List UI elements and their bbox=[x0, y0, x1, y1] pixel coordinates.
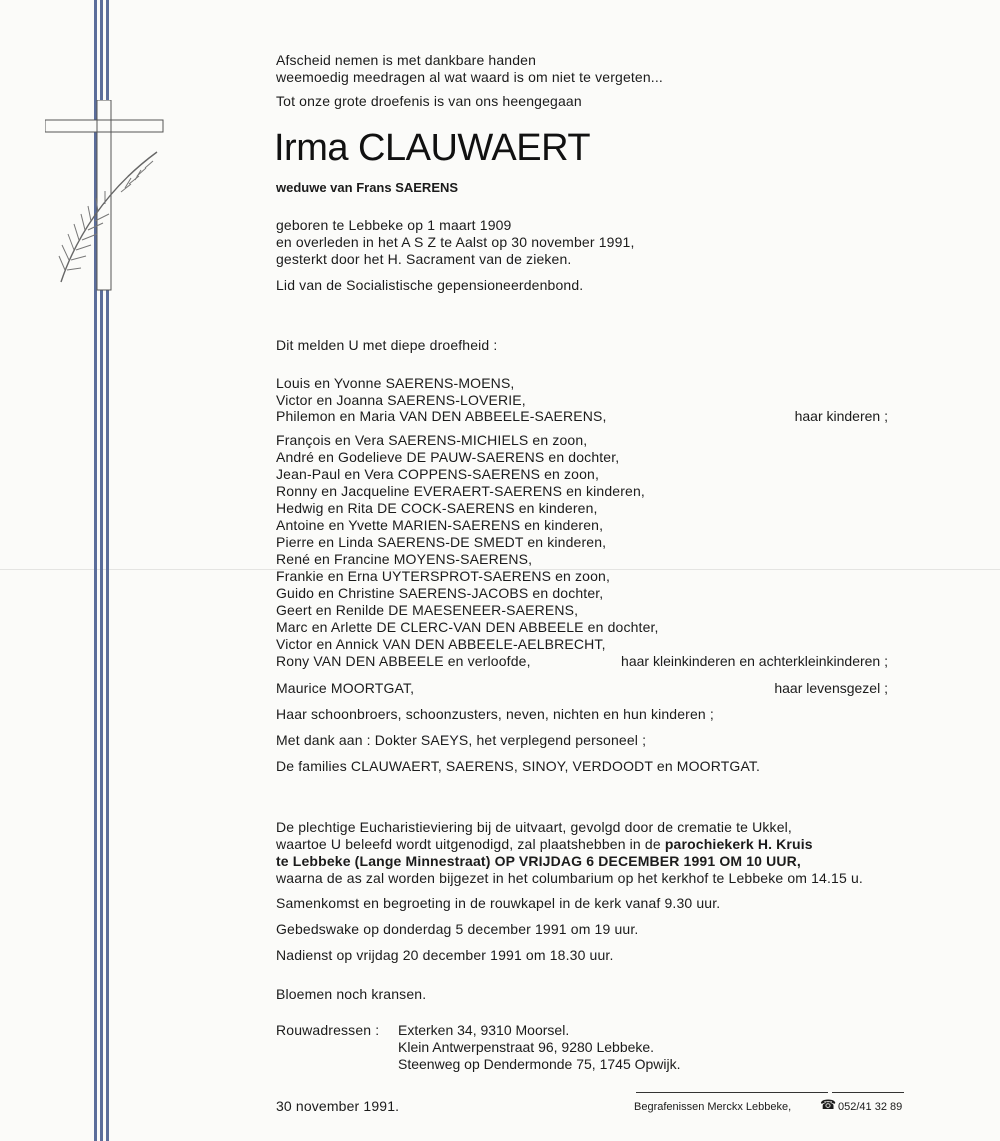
cross-with-palm-icon bbox=[45, 100, 175, 300]
widow-of: weduwe van Frans SAERENS bbox=[276, 180, 459, 195]
service-line bbox=[276, 836, 813, 853]
partner-name: Maurice MOORTGAT, bbox=[276, 680, 415, 696]
service-date-line: te Lebbeke (Lange Minnestraat) OP VRIJDAG 6 DECEMBER 1991 OM 10 UUR, bbox=[276, 853, 801, 869]
gathering-line: Samenkomst en begroeting in de rouwkapel in de kerk vanaf 9.30 uur. bbox=[276, 895, 721, 911]
service-line: De plechtige Eucharistieviering bij de uitvaart, gevolgd door de crematie te Ukkel, bbox=[276, 819, 792, 835]
grandchild-entry: Antoine en Yvette MARIEN-SAERENS en kinderen, bbox=[276, 517, 604, 533]
announcement-date: 30 november 1991. bbox=[276, 1098, 400, 1114]
partner-role: haar levensgezel ; bbox=[774, 680, 888, 696]
footer-rule bbox=[832, 1092, 904, 1093]
service-text: waartoe U beleefd wordt uitgenodigd, zal plaatshebben in de bbox=[276, 836, 665, 852]
grandchild-entry: Ronny en Jacqueline EVERAERT-SAERENS en kinderen, bbox=[276, 483, 645, 499]
footer-rule bbox=[636, 1092, 828, 1093]
children-role: haar kinderen ; bbox=[794, 408, 888, 424]
grandchild-entry: Victor en Annick VAN DEN ABBEELE-AELBRECHT, bbox=[276, 636, 606, 652]
grandchild-entry: Rony VAN DEN ABBEELE en verloofde, bbox=[276, 653, 531, 669]
grandchild-entry: André en Godelieve DE PAUW-SAERENS en dochter, bbox=[276, 449, 620, 465]
address-line: Steenweg op Dendermonde 75, 1745 Opwijk. bbox=[398, 1056, 681, 1072]
grandchild-entry: Hedwig en Rita DE COCK-SAERENS en kinderen, bbox=[276, 500, 598, 516]
grandchild-entry: Geert en Renilde DE MAESENEER-SAERENS, bbox=[276, 602, 579, 618]
telephone-icon: ☎ bbox=[820, 1097, 837, 1112]
funeral-home-phone: 052/41 32 89 bbox=[838, 1101, 903, 1113]
funeral-home-name: Begrafenissen Merckx Lebbeke, bbox=[634, 1101, 792, 1113]
announcement: Dit melden U met diepe droefheid : bbox=[276, 337, 498, 353]
sacrament-line: gesterkt door het H. Sacrament van de zieken. bbox=[276, 251, 572, 267]
church-name: parochiekerk H. Kruis bbox=[664, 836, 813, 852]
grandchildren-role: haar kleinkinderen en achterkleinkinderen ; bbox=[621, 653, 888, 669]
birth-line: geboren te Lebbeke op 1 maart 1909 bbox=[276, 217, 512, 233]
child-entry: Victor en Joanna SAERENS-LOVERIE, bbox=[276, 392, 526, 408]
thanks-line: Met dank aan : Dokter SAEYS, het verplegend personeel ; bbox=[276, 732, 647, 748]
death-line: en overleden in het A S Z te Aalst op 30 november 1991, bbox=[276, 234, 635, 250]
grandchild-entry: François en Vera SAERENS-MICHIELS en zoon, bbox=[276, 432, 588, 448]
grandchild-entry: Frankie en Erna UYTERSPROT-SAERENS en zoon, bbox=[276, 568, 611, 584]
service-line: waarna de as zal worden bijgezet in het columbarium op het kerkhof te Lebbeke om 14.15 u. bbox=[276, 870, 863, 886]
flowers-line: Bloemen noch kransen. bbox=[276, 986, 427, 1002]
families-line: De families CLAUWAERT, SAERENS, SINOY, VERDOODT en MOORTGAT. bbox=[276, 758, 761, 774]
intro-line: Tot onze grote droefenis is van ons heengegaan bbox=[276, 93, 582, 109]
address-line: Klein Antwerpenstraat 96, 9280 Lebbeke. bbox=[398, 1039, 655, 1055]
membership-line: Lid van de Socialistische gepensioneerdenbond. bbox=[276, 277, 584, 293]
grandchild-entry: Guido en Christine SAERENS-JACOBS en dochter, bbox=[276, 585, 604, 601]
address-line: Exterken 34, 9310 Moorsel. bbox=[398, 1022, 570, 1038]
intro-line: weemoedig meedragen al wat waard is om niet te vergeten... bbox=[276, 69, 663, 85]
grandchild-entry: Pierre en Linda SAERENS-DE SMEDT en kinderen, bbox=[276, 534, 607, 550]
child-entry: Philemon en Maria VAN DEN ABBEELE-SAERENS, bbox=[276, 408, 607, 424]
grandchild-entry: Jean-Paul en Vera COPPENS-SAERENS en zoon, bbox=[276, 466, 600, 482]
child-entry: Louis en Yvonne SAERENS-MOENS, bbox=[276, 375, 515, 391]
grandchild-entry: René en Francine MOYENS-SAERENS, bbox=[276, 551, 533, 567]
intro-line: Afscheid nemen is met dankbare handen bbox=[276, 52, 537, 68]
vigil-line: Gebedswake op donderdag 5 december 1991 om 19 uur. bbox=[276, 921, 639, 937]
grandchild-entry: Marc en Arlette DE CLERC-VAN DEN ABBEELE en dochter, bbox=[276, 619, 659, 635]
deceased-name: Irma CLAUWAERT bbox=[274, 127, 591, 169]
after-service-line: Nadienst op vrijdag 20 december 1991 om 18.30 uur. bbox=[276, 947, 614, 963]
in-laws-line: Haar schoonbroers, schoonzusters, neven, nichten en hun kinderen ; bbox=[276, 706, 714, 722]
addresses-label: Rouwadressen : bbox=[276, 1022, 380, 1038]
